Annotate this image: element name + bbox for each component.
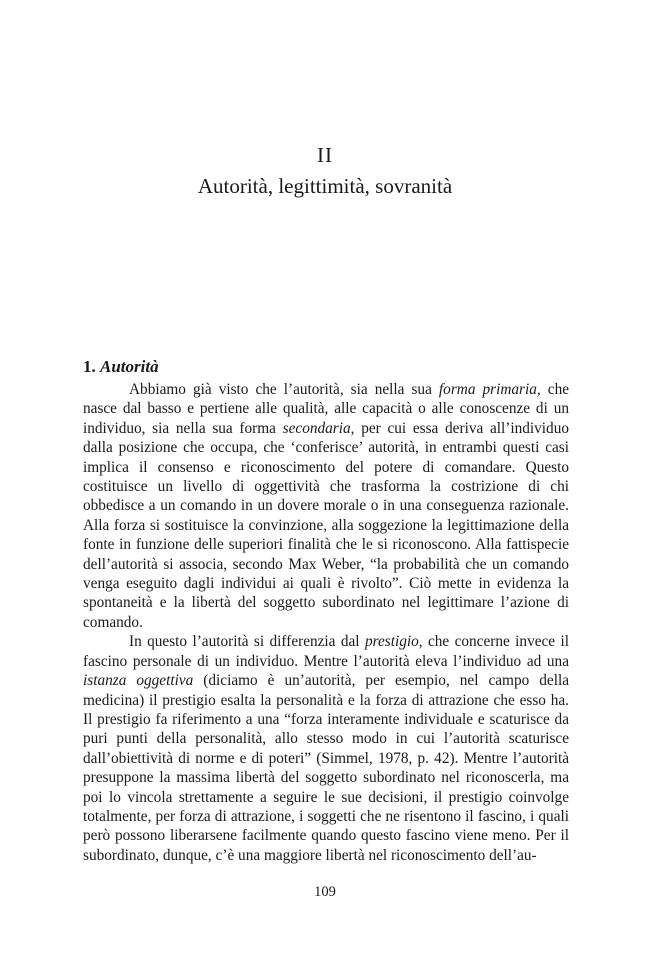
italic-text: forma primaria,: [438, 381, 541, 398]
text-run: (diciamo è un’autorità, per esempio, nel campo della medicina) il prestigio esalta la personalità e la forza di attrazione che esso ha. Il prestigio fa riferimento a una “forza interamente individuale e scaturisce da puri punti della personalità, allo stesso modo in cui l’autorità scaturisce dall’obiettività di norme e di poteri” (Simmel, 1978, p. 42). Mentre l’autorità presuppone la massima libertà del soggetto subordinato nel riconoscerla, ma poi lo vincola strettamente a seguire le sue decisioni, il prestigio coinvolge totalmente, per forza di attrazione, i soggetti che ne risentono il fascino, i quali però possono liberarsene facilmente quando questo fascino viene meno. Per il subordinato, dunque, c’è una maggiore libertà nel riconoscimento dell’au-: [83, 672, 569, 864]
section-title: Autorità: [100, 357, 159, 376]
chapter-title: Autorità, legittimità, sovranità: [197, 174, 453, 198]
italic-text: prestigio: [364, 633, 419, 651]
section-number: 1.: [83, 357, 96, 376]
paragraph: [83, 380, 569, 632]
paragraph: [83, 632, 569, 865]
text-run: Abbiamo già visto che l’autorità, sia nella sua: [129, 381, 439, 398]
chapter-number: II: [317, 143, 333, 167]
italic-text: secondaria,: [282, 419, 355, 437]
text-run: che nasce dal basso e pertiene alle qualità, alle capacità o alle conoscenze di un individuo, sia nella sua forma: [83, 381, 570, 437]
section-heading: [83, 357, 159, 377]
text-run: In questo l’autorità si differenzia dal: [129, 633, 365, 651]
italic-text: istanza oggettiva: [83, 672, 194, 690]
body-text: [83, 380, 569, 865]
text-run: , che concerne invece il fascino personale di un individuo. Mentre l’autorità eleva l’individuo ad una: [83, 633, 569, 670]
text-run: per cui essa deriva all’individuo dalla posizione che occupa, che ‘conferisce’ autorità, in entrambi questi casi implica il consenso e riconoscimento del potere di comandare. Questo costituisce un livello di oggettività che trasforma la costrizione di chi obbedisce a un comando in un dovere morale o in una conseguenza razionale. Alla forza si sostituisce la convinzione, alla soggezione la legittimazione della fonte in funzione delle superiori finalità che le si riconoscono. Alla fattispecie dell’autorità si associa, secondo Max Weber, “la probabilità che un comando venga eseguito dagli individui ai quali è rivolto”. Ciò mette in evidenza la spontaneità e la libertà del soggetto subordinato nel legittimare l’azione di comando.: [83, 419, 569, 631]
page-number: 109: [314, 884, 336, 900]
